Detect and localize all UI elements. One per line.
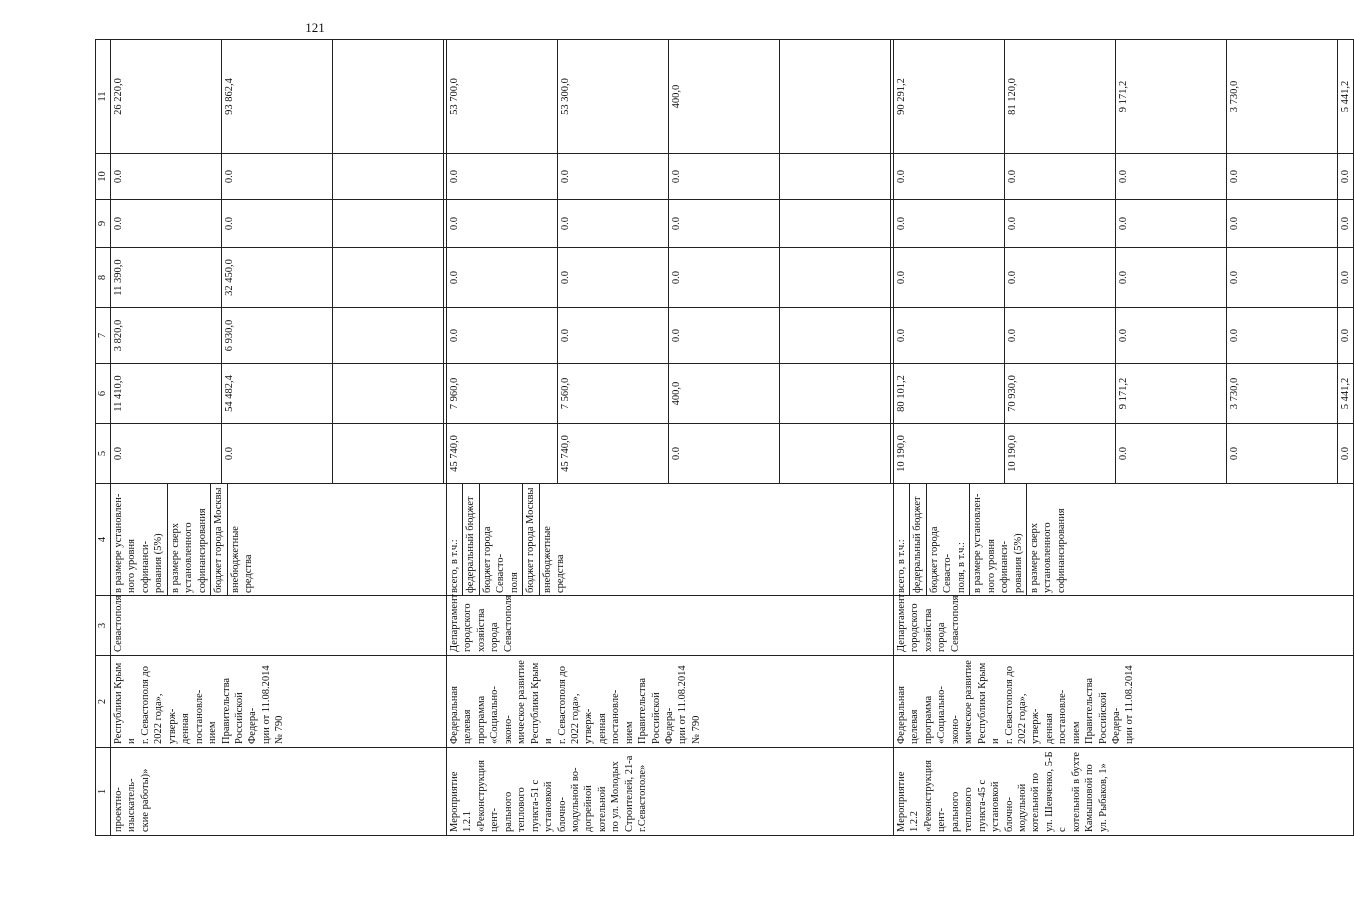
amount-value — [333, 200, 444, 247]
funding-source: всего, в т.ч.: — [894, 484, 910, 595]
amount-value: 0.0 — [1227, 154, 1338, 199]
funding-source: бюджет города Москвы — [523, 484, 539, 595]
header-cell: 4 — [96, 484, 111, 596]
page-number: 121 — [305, 20, 325, 35]
amount-value: 0.0 — [1116, 154, 1227, 199]
amount-value: 0.0 — [222, 154, 333, 199]
funding-source: бюджет города Севасто- поля, в т.ч.: — [927, 484, 970, 595]
amount-cell — [894, 248, 1354, 308]
amount-cell — [894, 40, 1354, 154]
amount-value — [780, 154, 891, 199]
table-row — [111, 40, 447, 836]
amount-cell — [447, 308, 894, 364]
amount-value: 93 862,4 — [222, 40, 333, 153]
amount-value: 0.0 — [669, 308, 780, 363]
amount-value — [780, 364, 891, 423]
amount-value: 7 960,0 — [447, 364, 558, 423]
amount-value — [780, 40, 891, 153]
amount-value: 7 560,0 — [558, 364, 669, 423]
amount-value: 11 410,0 — [111, 364, 222, 423]
amount-value: 0.0 — [1116, 248, 1227, 307]
amount-value — [891, 154, 893, 199]
amount-value: 9 171,2 — [1116, 364, 1227, 423]
funding-source-cell — [894, 484, 1354, 596]
amount-cell — [111, 308, 447, 364]
amount-cell — [894, 308, 1354, 364]
amount-value: 0.0 — [558, 308, 669, 363]
amount-value — [780, 424, 891, 483]
amount-value: 0.0 — [447, 308, 558, 363]
budget-table — [95, 39, 1354, 836]
amount-value — [891, 364, 893, 423]
amount-value: 0.0 — [1005, 248, 1116, 307]
amount-value: 0.0 — [1005, 308, 1116, 363]
amount-value: 0.0 — [669, 248, 780, 307]
program-cell: Республики Крым и г. Севастополя до 2022 года», утверж- денная постановле- нием Правительства Российской Федера- ции от 11.08.2014 № 790 — [111, 656, 447, 748]
amount-value: 0.0 — [1116, 308, 1227, 363]
amount-value: 0.0 — [894, 200, 1005, 247]
amount-cell — [447, 424, 894, 484]
executor-cell: Департамент городского хозяйства города Севастополя — [894, 596, 1354, 656]
amount-value: 0.0 — [447, 248, 558, 307]
amount-value: 32 450,0 — [222, 248, 333, 307]
amount-value: 0.0 — [669, 154, 780, 199]
amount-value: 26 220,0 — [111, 40, 222, 153]
amount-value — [333, 40, 444, 153]
amount-value: 10 190,0 — [1005, 424, 1116, 483]
amount-value: 45 740,0 — [558, 424, 669, 483]
header-cell: 5 — [96, 424, 111, 484]
amount-cell — [111, 424, 447, 484]
funding-source: внебюджетные средства — [229, 526, 254, 593]
event-name-cell: Мероприятие 1.2.1 «Реконструкция цент- рального теплового пункта-51 с установкой блочно-модульной во- догрейной котельной по ул. Молодых Строителей, 21-а г.Севастополе» — [447, 748, 894, 836]
amount-value: 3 730,0 — [1227, 40, 1338, 153]
program-cell: Федеральная целевая программа «Социально-эконо- мическое развитие Республики Крым и г. Севастополя до 2022 года», утверж- денная постановле- нием Правительства Российской Федера- ции от 11.08.2014 № 790 — [447, 656, 894, 748]
amount-value — [780, 248, 891, 307]
amount-value: 0.0 — [1116, 200, 1227, 247]
amount-value: 0.0 — [669, 200, 780, 247]
amount-value: 0.0 — [669, 424, 780, 483]
program-cell: Федеральная целевая программа «Социально-эконо- мическое развитие Республики Крым и г. Севастополя до 2022 года», утверж- денная постановле- нием Правительства Российской Федера- ции от 11.08.2014 — [894, 656, 1354, 748]
funding-source: внебюджетные средства — [541, 526, 567, 593]
amount-value: 0.0 — [1005, 200, 1116, 247]
amount-value: 0.0 — [111, 154, 222, 199]
amount-value — [333, 248, 444, 307]
amount-value: 53 700,0 — [447, 40, 558, 153]
amount-value — [444, 200, 446, 247]
amount-value: 0.0 — [222, 200, 333, 247]
amount-value: 0.0 — [558, 200, 669, 247]
amount-value — [891, 40, 893, 153]
amount-value: 0.0 — [1227, 248, 1338, 307]
amount-value — [444, 154, 446, 199]
amount-value: 5 441,2 — [1340, 80, 1351, 113]
amount-cell — [894, 424, 1354, 484]
amount-value — [444, 308, 446, 363]
amount-value — [891, 200, 893, 247]
amount-cell — [111, 154, 447, 200]
amount-cell — [894, 200, 1354, 248]
amount-value: 5 441,2 — [1340, 377, 1351, 410]
amount-value: 11 390,0 — [111, 248, 222, 307]
amount-value: 0.0 — [894, 308, 1005, 363]
amount-value: 3 730,0 — [1227, 364, 1338, 423]
amount-value: 54 482,4 — [222, 364, 333, 423]
amount-value: 0.0 — [111, 200, 222, 247]
amount-value: 90 291,2 — [894, 40, 1005, 153]
amount-value — [333, 364, 444, 423]
amount-value: 9 171,2 — [1116, 40, 1227, 153]
amount-value — [891, 308, 893, 363]
amount-value: 0.0 — [447, 154, 558, 199]
amount-value: 3 820,0 — [111, 308, 222, 363]
header-cell: 11 — [96, 40, 111, 154]
amount-value — [444, 40, 446, 153]
amount-value: 0.0 — [1227, 200, 1338, 247]
amount-cell — [111, 248, 447, 308]
amount-value: 0.0 — [1005, 154, 1116, 199]
funding-source: в размере установлен- ного уровня софинанси- рования (5%) — [111, 484, 168, 595]
amount-value: 81 120,0 — [1005, 40, 1116, 153]
funding-source: бюджет города Москвы — [211, 484, 227, 595]
amount-value: 0.0 — [447, 200, 558, 247]
funding-source: федеральный бюджет — [910, 484, 926, 595]
header-cell: 2 — [96, 656, 111, 748]
funding-source: федеральный бюджет — [463, 484, 479, 595]
amount-value: 0.0 — [1227, 424, 1338, 483]
header-cell: 8 — [96, 248, 111, 308]
amount-value: 0.0 — [1340, 169, 1351, 184]
amount-value: 0.0 — [558, 248, 669, 307]
amount-value — [444, 424, 446, 483]
amount-value — [444, 248, 446, 307]
header-cell: 7 — [96, 308, 111, 364]
amount-value: 0.0 — [1340, 216, 1351, 231]
rotated-table-container — [95, 40, 1351, 836]
amount-value — [780, 308, 891, 363]
amount-value: 0.0 — [1116, 424, 1227, 483]
header-cell: 1 — [96, 748, 111, 836]
amount-cell — [894, 364, 1354, 424]
amount-cell — [447, 40, 894, 154]
header-cell: 9 — [96, 200, 111, 248]
amount-cell — [447, 248, 894, 308]
funding-source: всего, в т.ч.: — [447, 484, 463, 595]
amount-value: 6 930,0 — [222, 308, 333, 363]
amount-value — [444, 364, 446, 423]
header-cell: 6 — [96, 364, 111, 424]
header-cell: 10 — [96, 154, 111, 200]
amount-value — [333, 308, 444, 363]
amount-value: 0.0 — [222, 424, 333, 483]
amount-value: 400,0 — [669, 40, 780, 153]
amount-cell — [111, 40, 447, 154]
amount-value: 0.0 — [111, 424, 222, 483]
funding-source: в размере установлен- ного уровня софинанси- рования (5%) — [970, 484, 1027, 595]
amount-cell — [447, 154, 894, 200]
funding-source: бюджет города Севасто- поля — [480, 484, 523, 595]
executor-cell: Департамент городского хозяйства города Севастополя — [447, 596, 894, 656]
amount-value — [891, 248, 893, 307]
amount-value — [333, 424, 444, 483]
funding-source: в размере сверх установленного софинансирования — [1028, 508, 1067, 593]
executor-cell: Севастополя — [111, 596, 447, 656]
amount-cell — [111, 200, 447, 248]
funding-source: в размере сверх установленного софинансирования — [168, 484, 211, 595]
amount-value: 0.0 — [1340, 328, 1351, 343]
amount-cell — [447, 364, 894, 424]
amount-value — [780, 200, 891, 247]
amount-value: 10 190,0 — [894, 424, 1005, 483]
event-name-cell: Мероприятие 1.2.2 «Реконструкция цент- рального теплового пункта-45 с установкой блочно-модульной котельной по ул. Шевченко, 5-Б с котельной в бухте Камышовой по ул. Рыбаков, 1» — [894, 748, 1354, 836]
amount-cell — [111, 364, 447, 424]
amount-value — [333, 154, 444, 199]
header-row — [96, 40, 111, 836]
table-row — [894, 40, 1354, 836]
amount-value: 70 930,0 — [1005, 364, 1116, 423]
amount-value: 0.0 — [1340, 446, 1351, 461]
amount-value: 0.0 — [558, 154, 669, 199]
event-name-cell: проектно-изыскатель- ские работы)» — [111, 748, 447, 836]
amount-value — [891, 424, 893, 483]
funding-source-cell — [447, 484, 894, 596]
amount-cell — [447, 200, 894, 248]
amount-cell — [894, 154, 1354, 200]
amount-value: 0.0 — [1227, 308, 1338, 363]
header-cell: 3 — [96, 596, 111, 656]
amount-value: 80 101,2 — [894, 364, 1005, 423]
amount-value: 400,0 — [669, 364, 780, 423]
amount-value: 0.0 — [1340, 270, 1351, 285]
funding-source-cell — [111, 484, 447, 596]
amount-value: 45 740,0 — [447, 424, 558, 483]
amount-value: 53 300,0 — [558, 40, 669, 153]
amount-value: 0.0 — [894, 248, 1005, 307]
amount-value: 0.0 — [894, 154, 1005, 199]
table-row — [447, 40, 894, 836]
